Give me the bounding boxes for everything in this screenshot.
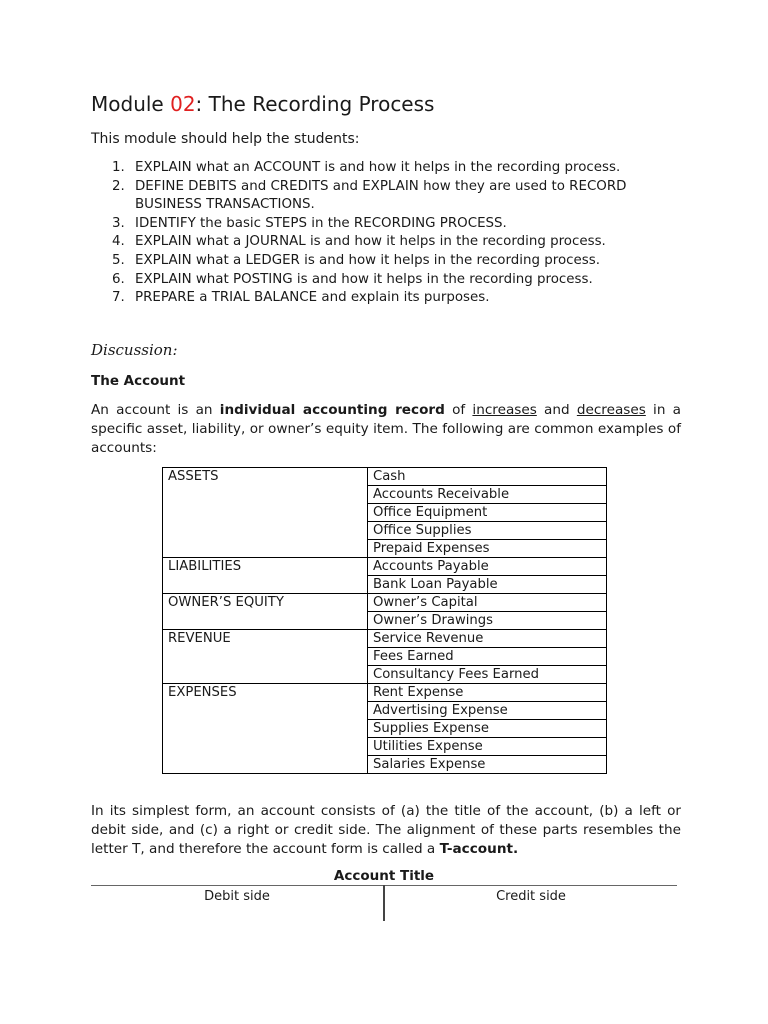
para1-increases: increases — [472, 402, 537, 418]
accounts-table — [162, 467, 607, 774]
objective-text: DEFINE DEBITS and CREDITS and EXPLAIN how they are used to RECORD BUSINESS TRANSACTIONS. — [135, 178, 627, 213]
objectives-list — [91, 159, 691, 308]
account-heading: The Account — [91, 373, 186, 389]
table-row — [163, 684, 607, 702]
t-account-credit-label: Credit side — [496, 889, 566, 904]
account-name: Rent Expense — [368, 684, 607, 702]
account-name: Owner’s Drawings — [368, 612, 607, 630]
account-name: Cash — [368, 468, 607, 486]
para1-text-e: and — [536, 402, 577, 418]
objective-item — [91, 159, 691, 178]
objective-item — [91, 271, 691, 290]
table-row — [163, 468, 607, 486]
objective-item — [91, 215, 691, 234]
discussion-heading: Discussion: — [91, 341, 178, 359]
account-category: OWNER’S EQUITY — [163, 594, 368, 630]
account-name: Supplies Expense — [368, 720, 607, 738]
objective-number: 2. — [112, 178, 125, 194]
title-suffix: : The Recording Process — [195, 92, 435, 116]
account-name: Office Supplies — [368, 522, 607, 540]
account-name: Advertising Expense — [368, 702, 607, 720]
intro-text: This module should help the students: — [91, 131, 360, 147]
account-name: Fees Earned — [368, 648, 607, 666]
account-definition-paragraph — [91, 401, 681, 458]
account-name: Accounts Payable — [368, 558, 607, 576]
objective-number: 7. — [112, 290, 125, 306]
t-account-debit-label: Debit side — [204, 889, 270, 904]
objective-text: EXPLAIN what POSTING is and how it helps in the recording process. — [135, 271, 593, 287]
objective-item — [91, 233, 691, 252]
account-category: REVENUE — [163, 630, 368, 684]
para1-text-a: An account is an — [91, 402, 220, 418]
objective-item — [91, 178, 691, 215]
page-title — [91, 92, 434, 116]
objective-item — [91, 252, 691, 271]
account-name: Service Revenue — [368, 630, 607, 648]
objective-number: 4. — [112, 234, 125, 250]
para1-text-c: of — [444, 402, 473, 418]
table-row — [163, 594, 607, 612]
para2-bold: T-account. — [439, 841, 519, 857]
account-name: Consultancy Fees Earned — [368, 666, 607, 684]
para1-decreases: decreases — [576, 402, 646, 418]
account-name: Owner’s Capital — [368, 594, 607, 612]
para2-text: In its simplest form, an account consists of (a) the title of the account, (b) a left or debit side, and (c) a right or credit side. The alignment of these parts resembles the letter T, and therefore the account form is called a — [91, 803, 681, 857]
objective-number: 1. — [112, 160, 125, 175]
table-row — [163, 558, 607, 576]
t-account-title: Account Title — [333, 868, 435, 884]
objective-text: EXPLAIN what a JOURNAL is and how it helps in the recording process. — [135, 234, 606, 250]
objective-item — [91, 289, 691, 308]
account-name: Prepaid Expenses — [368, 540, 607, 558]
module-number: 02 — [170, 92, 196, 116]
table-row — [163, 630, 607, 648]
account-category: LIABILITIES — [163, 558, 368, 594]
account-name: Office Equipment — [368, 504, 607, 522]
title-prefix: Module — [91, 92, 171, 116]
account-name: Utilities Expense — [368, 738, 607, 756]
account-name: Accounts Receivable — [368, 486, 607, 504]
account-name: Bank Loan Payable — [368, 576, 607, 594]
t-account-paragraph — [91, 802, 681, 859]
objective-number: 3. — [112, 215, 125, 231]
objective-text: PREPARE a TRIAL BALANCE and explain its purposes. — [135, 290, 490, 306]
objective-text: EXPLAIN what an ACCOUNT is and how it helps in the recording process. — [135, 160, 621, 175]
objective-text: EXPLAIN what a LEDGER is and how it helps in the recording process. — [135, 252, 600, 268]
objective-text: IDENTIFY the basic STEPS in the RECORDING PROCESS. — [135, 215, 507, 231]
para1-text-g: in a specific asset, liability, or owner’s equity item. The following are common examples of accounts: — [91, 402, 682, 456]
para1-bold: individual accounting record — [219, 402, 445, 418]
account-category: ASSETS — [163, 468, 368, 558]
account-name: Salaries Expense — [368, 756, 607, 774]
objective-number: 5. — [112, 252, 125, 268]
account-category: EXPENSES — [163, 684, 368, 774]
objective-number: 6. — [112, 271, 125, 287]
